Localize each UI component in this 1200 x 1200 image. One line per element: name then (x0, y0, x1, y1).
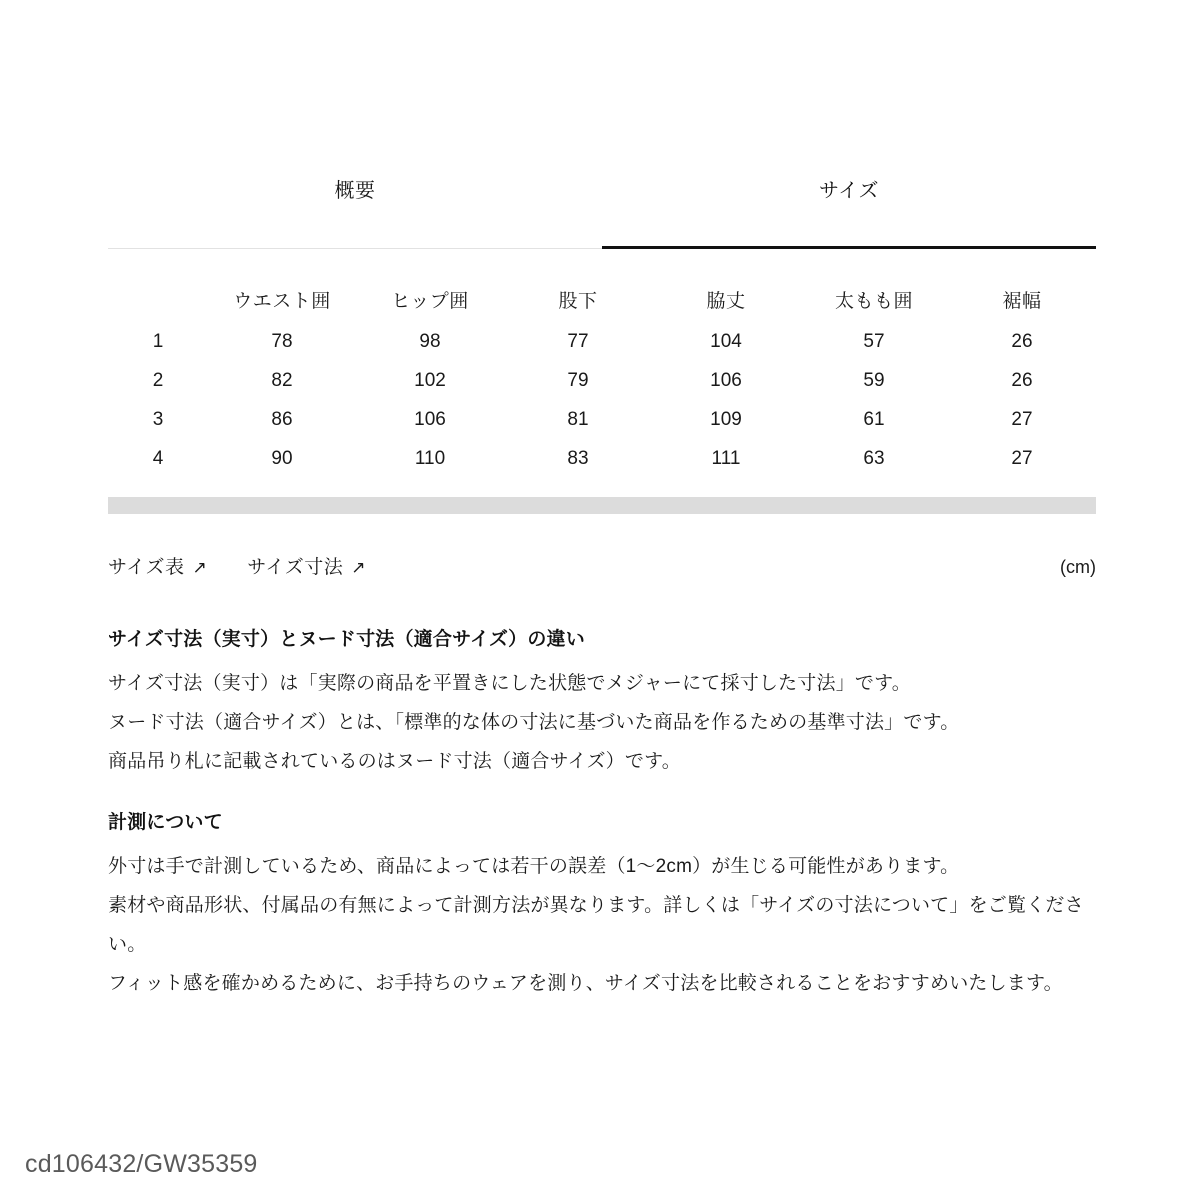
cell-inseam: 79 (567, 369, 589, 391)
size-table-body (108, 322, 1096, 478)
section-paragraph: 素材や商品形状、付属品の有無によって計測方法が異なります。詳しくは「サイズの寸法について」をご覧ください。 (108, 895, 1084, 955)
column-header-hemwidth: 裾幅 (1002, 290, 1042, 312)
product-code: cd106432/GW35359 (25, 1150, 258, 1178)
table-scrollbar-track[interactable] (108, 497, 1096, 514)
cell-inseam: 77 (567, 330, 589, 352)
column-header-sidelength: 脇丈 (706, 290, 746, 312)
cell-hemwidth: 26 (1011, 369, 1033, 391)
link-size-dimensions-label: サイズ寸法 (247, 557, 344, 578)
cell-thigh: 63 (863, 447, 885, 469)
column-header-hip: ヒップ囲 (391, 290, 469, 312)
unit-label: (cm) (1060, 557, 1096, 577)
cell-waist: 78 (271, 330, 293, 352)
cell-sidelength: 106 (710, 369, 742, 391)
cell-hemwidth: 27 (1011, 408, 1033, 430)
external-link-arrow-icon: ↗ (192, 558, 208, 577)
column-header-waist: ウエスト囲 (233, 290, 331, 312)
cell-sidelength: 104 (710, 330, 742, 352)
section-title: 計測について (108, 812, 223, 833)
cell-sidelength: 109 (710, 408, 742, 430)
table-header-row (108, 276, 1096, 322)
table-row (108, 439, 1096, 478)
external-link-arrow-icon: ↗ (351, 558, 366, 577)
row-size-label: 1 (152, 330, 164, 352)
cell-sidelength: 111 (711, 447, 741, 469)
link-size-chart-label: サイズ表 (108, 557, 185, 578)
tab-bar (108, 178, 1096, 249)
row-size-label: 4 (152, 447, 164, 469)
info-content (108, 624, 1096, 1003)
cell-hip: 102 (414, 369, 446, 391)
cell-hemwidth: 27 (1011, 447, 1033, 469)
tab-overview-label: 概要 (334, 180, 376, 202)
table-row (108, 400, 1096, 439)
table-corner-header (108, 276, 208, 322)
row-size-label: 3 (152, 408, 164, 430)
section-paragraph: 商品吊り札に記載されているのはヌード寸法（適合サイズ）です。 (108, 751, 681, 772)
links-row (108, 552, 1096, 579)
tab-size[interactable] (602, 178, 1096, 249)
column-header-thigh: 太もも囲 (834, 290, 913, 312)
section-paragraph: サイズ寸法（実寸）は「実際の商品を平置きにした状態でメジャーにて採寸した寸法」です。 (108, 673, 911, 694)
section-paragraph: フィット感を確かめるために、お手持ちのウェアを測り、サイズ寸法を比較されることをおすすめいたします。 (108, 973, 1063, 994)
cell-waist: 82 (271, 369, 293, 391)
section-dimension-difference (108, 624, 1096, 781)
cell-hip: 98 (419, 330, 441, 352)
cell-inseam: 81 (567, 408, 589, 430)
cell-inseam: 83 (567, 447, 589, 469)
cell-hip: 106 (414, 408, 446, 430)
column-header-inseam: 股下 (558, 290, 598, 312)
table-row (108, 322, 1096, 361)
cell-thigh: 59 (863, 369, 885, 391)
row-size-label: 2 (152, 369, 164, 391)
tab-size-label: サイズ (819, 180, 879, 202)
section-paragraph: ヌード寸法（適合サイズ）とは、「標準的な体の寸法に基づいた商品を作るための基準寸法」です。 (108, 712, 960, 733)
link-size-dimensions[interactable] (247, 552, 366, 579)
section-paragraph: 外寸は手で計測しているため、商品によっては若干の誤差（1〜2cm）が生じる可能性があります。 (108, 856, 960, 877)
cell-hemwidth: 26 (1011, 330, 1033, 352)
cell-hip: 110 (414, 447, 446, 469)
cell-waist: 90 (271, 447, 293, 469)
size-table (108, 276, 1096, 478)
section-title: サイズ寸法（実寸）とヌード寸法（適合サイズ）の違い (108, 629, 585, 650)
size-table-head (108, 276, 1096, 322)
table-row (108, 361, 1096, 400)
cell-thigh: 57 (863, 330, 885, 352)
cell-thigh: 61 (863, 408, 885, 430)
section-measurement (108, 807, 1096, 1003)
tab-overview[interactable] (108, 178, 602, 249)
cell-waist: 86 (271, 408, 293, 430)
link-size-chart[interactable] (108, 552, 207, 579)
